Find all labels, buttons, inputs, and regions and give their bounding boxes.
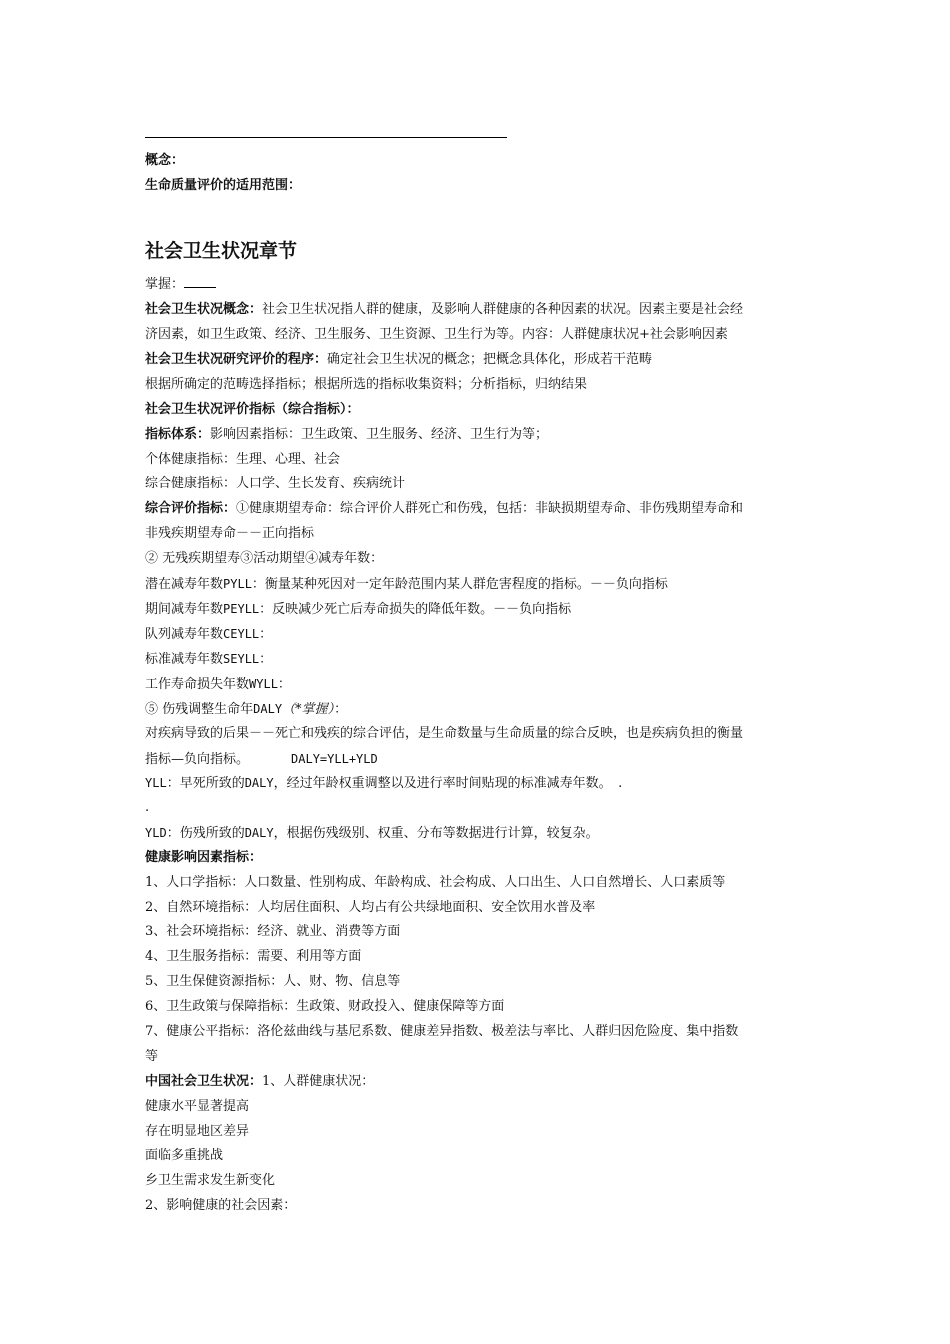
daly-heading-colon: ：	[334, 702, 348, 717]
yll-line	[145, 774, 622, 793]
composite-eval-text-2: 非残疾期望寿命－－正向指标	[145, 526, 315, 541]
factor-item-5: 5、卫生保健资源指标：人、财、物、信息等	[145, 974, 401, 989]
master-label: 掌握：	[145, 277, 185, 292]
peyll-label: 期间减寿年数	[145, 602, 224, 617]
pyll-label: 潜在减寿年数	[145, 577, 224, 592]
daly-heading-line	[145, 700, 347, 719]
stray-dot: .	[145, 800, 150, 815]
concept-heading: 社会卫生状况概念：	[145, 302, 263, 317]
yld-daly-abbr: DALY	[244, 826, 274, 840]
procedure-heading: 社会卫生状况研究评价的程序：	[145, 352, 328, 367]
factor-item-6: 6、卫生政策与保障指标：生政策、财政投入、健康保障等方面	[145, 999, 505, 1014]
china-point-4: 乡卫生需求发生新变化	[145, 1173, 276, 1188]
wyll-label: 工作寿命损失年数	[145, 677, 250, 692]
top-rule	[145, 137, 507, 138]
procedure-line-1	[145, 351, 652, 369]
ceyll-text: ：	[259, 627, 273, 642]
procedure-text-1: 确定社会卫生状况的概念；把概念具体化，形成若干范畴	[327, 352, 653, 367]
factor-item-3: 3、社会环境指标：经济、就业、消费等方面	[145, 924, 401, 939]
yld-line	[145, 824, 599, 843]
peyll-abbr: PEYLL	[223, 602, 260, 616]
composite-health-index: 综合健康指标：人口学、生长发育、疾病统计	[145, 476, 406, 491]
factor-item-7: 7、健康公平指标：洛伦兹曲线与基尼系数、健康差异指数、极差法与率比、人群归因危险度、集中指数	[145, 1024, 739, 1039]
yll-abbr: YLL	[145, 776, 167, 790]
daly-text-1: 对疾病导致的后果－－死亡和残疾的综合评估，是生命数量与生命质量的综合反映，也是疾病负担的衡量	[145, 726, 744, 741]
yll-text-a: ：早死所致的	[166, 776, 245, 791]
section-title: 社会卫生状况章节	[145, 240, 298, 262]
china-point-3: 面临多重挑战	[145, 1148, 224, 1163]
daly-line-2	[145, 750, 378, 769]
concept-line-1	[145, 301, 743, 319]
index-system-text: 影响因素指标：卫生政策、卫生服务、经济、卫生行为等；	[210, 427, 549, 442]
concept-text-1: 社会卫生状况指人群的健康，及影响人群健康的各种因素的状况。因素主要是社会经	[262, 302, 744, 317]
seyll-text: ：	[259, 652, 273, 667]
composite-eval-heading: 综合评价指标：	[145, 501, 237, 516]
composite-eval-text-1: ①健康期望寿命：综合评价人群死亡和伤残，包括：非缺损期望寿命、非伤残期望寿命和	[236, 501, 744, 516]
concept-label: 概念：	[145, 153, 185, 168]
china-text: 1、人群健康状况：	[262, 1074, 375, 1089]
eval-index-heading: 社会卫生状况评价指标（综合指标）：	[145, 402, 360, 417]
yll-daly-abbr: DALY	[244, 776, 274, 790]
ceyll-line	[145, 625, 272, 644]
wyll-text: ：	[277, 677, 291, 692]
ceyll-label: 队列减寿年数	[145, 627, 224, 642]
china-line	[145, 1073, 374, 1091]
china-point-2: 存在明显地区差异	[145, 1124, 250, 1139]
concept-text-2: 济因素，如卫生政策、经济、卫生服务、卫生资源、卫生行为等。内容：人群健康状况+社会影响因素	[145, 327, 728, 342]
procedure-text-2: 根据所确定的范畴选择指标；根据所选的指标收集资料；分析指标，归纳结果	[145, 377, 588, 392]
composite-eval-text-3: ② 无残疾期望寿③活动期望④减寿年数：	[145, 551, 384, 566]
pyll-text: ：衡量某种死因对一定年龄范围内某人群危害程度的指标。－－负向指标	[251, 577, 668, 592]
factor-item-7-cont: 等	[145, 1049, 159, 1064]
china-point-1: 健康水平显著提高	[145, 1099, 250, 1114]
daly-master-note: （*掌握）	[282, 702, 335, 717]
index-system-heading: 指标体系：	[145, 427, 211, 442]
yll-text-b: ，经过年龄权重调整以及进行率时间贴现的标准减寿年数。 .	[273, 776, 623, 791]
composite-eval-line-1	[145, 500, 743, 518]
peyll-text: ：反映减少死亡后寿命损失的降低年数。－－负向指标	[259, 602, 572, 617]
wyll-abbr: WYLL	[249, 677, 278, 691]
peyll-line	[145, 600, 571, 619]
factor-item-1: 1、人口学指标：人口数量、性别构成、年龄构成、社会构成、人口出生、人口自然增长、人口素质等	[145, 875, 726, 890]
individual-health-index: 个体健康指标：生理、心理、社会	[145, 452, 341, 467]
seyll-abbr: SEYLL	[223, 652, 260, 666]
pyll-abbr: PYLL	[223, 577, 252, 591]
scope-label: 生命质量评价的适用范围：	[145, 178, 302, 193]
factors-heading: 健康影响因素指标：	[145, 850, 263, 865]
factor-item-2: 2、自然环境指标：人均居住面积、人均占有公共绿地面积、安全饮用水普及率	[145, 900, 596, 915]
daly-formula: DALY=YLL+YLD	[291, 752, 378, 766]
china-heading: 中国社会卫生状况：	[145, 1074, 263, 1089]
daly-heading-label: ⑤ 伤残调整生命年	[145, 702, 254, 717]
factor-item-4: 4、卫生服务指标：需要、利用等方面	[145, 949, 362, 964]
china-factor-2: 2、影响健康的社会因素：	[145, 1198, 297, 1213]
daly-abbr: DALY	[253, 702, 283, 716]
ceyll-abbr: CEYLL	[223, 627, 260, 641]
seyll-line	[145, 650, 272, 669]
yld-text-b: ，根据伤残级别、权重、分布等数据进行计算，较复杂。	[273, 826, 599, 841]
seyll-label: 标准减寿年数	[145, 652, 224, 667]
yld-abbr: YLD	[145, 826, 167, 840]
yld-text-a: ：伤残所致的	[166, 826, 245, 841]
wyll-line	[145, 675, 291, 694]
pyll-line	[145, 575, 668, 594]
master-line	[145, 276, 216, 294]
blank-underline	[184, 276, 216, 288]
daly-text-2: 指标—负向指标。	[145, 752, 250, 767]
index-system-line	[145, 426, 548, 444]
